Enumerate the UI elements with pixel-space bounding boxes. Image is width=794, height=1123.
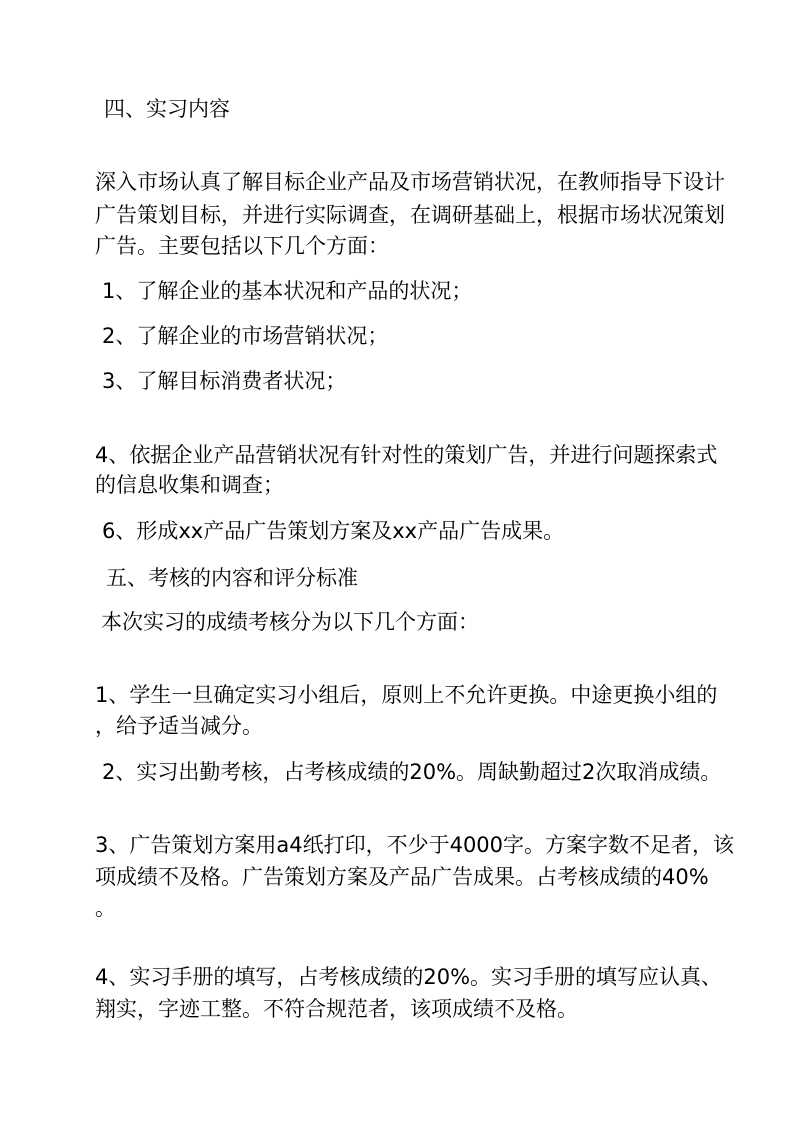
section-4-intro-line-1: 深入市场认真了解目标企业产品及市场营销状况，在教师指导下设计 [95, 170, 725, 194]
section-4-heading: 四、实习内容 [104, 97, 230, 121]
section-4-item-1: 1、了解企业的基本状况和产品的状况； [102, 279, 473, 303]
section-4-item-4-line-1: 4、依据企业产品营销状况有针对性的策划广告，并进行问题探索式 [95, 443, 718, 467]
section-5-item-2: 2、实习出勤考核，占考核成绩的20%。周缺勤超过2次取消成绩。 [102, 760, 722, 784]
section-5-heading: 五、考核的内容和评分标准 [106, 566, 358, 590]
section-4-item-3: 3、了解目标消费者状况； [102, 369, 347, 393]
section-5-intro: 本次实习的成绩考核分为以下几个方面： [101, 610, 479, 634]
section-5-item-4-line-2: 翔实，字迹工整。不符合规范者，该项成绩不及格。 [95, 997, 578, 1021]
section-5-item-4-line-1: 4、实习手册的填写，占考核成绩的20%。实习手册的填写应认真、 [95, 965, 723, 989]
section-4-item-2: 2、了解企业的市场营销状况； [102, 324, 389, 348]
section-5-item-1-line-1: 1、学生一旦确定实习小组后，原则上不允许更换。中途更换小组的 [95, 683, 718, 707]
section-5-item-3-line-3: 。 [95, 896, 116, 920]
section-4-item-4-line-2: 的信息收集和调查； [95, 473, 284, 497]
section-4-intro-line-3: 广告。主要包括以下几个方面： [95, 234, 389, 258]
section-5-item-3-line-1: 3、广告策划方案用a4纸打印，不少于4000字。方案字数不足者，该 [95, 833, 735, 857]
section-5-item-3-line-2: 项成绩不及格。广告策划方案及产品广告成果。占考核成绩的40% [95, 865, 709, 889]
section-4-item-6: 6、形成xx产品广告策划方案及xx产品广告成果。 [102, 519, 565, 543]
section-5-item-1-line-2: ，给予适当减分。 [95, 714, 263, 738]
section-4-intro-line-2: 广告策划目标，并进行实际调查，在调研基础上，根据市场状况策划 [95, 203, 725, 227]
